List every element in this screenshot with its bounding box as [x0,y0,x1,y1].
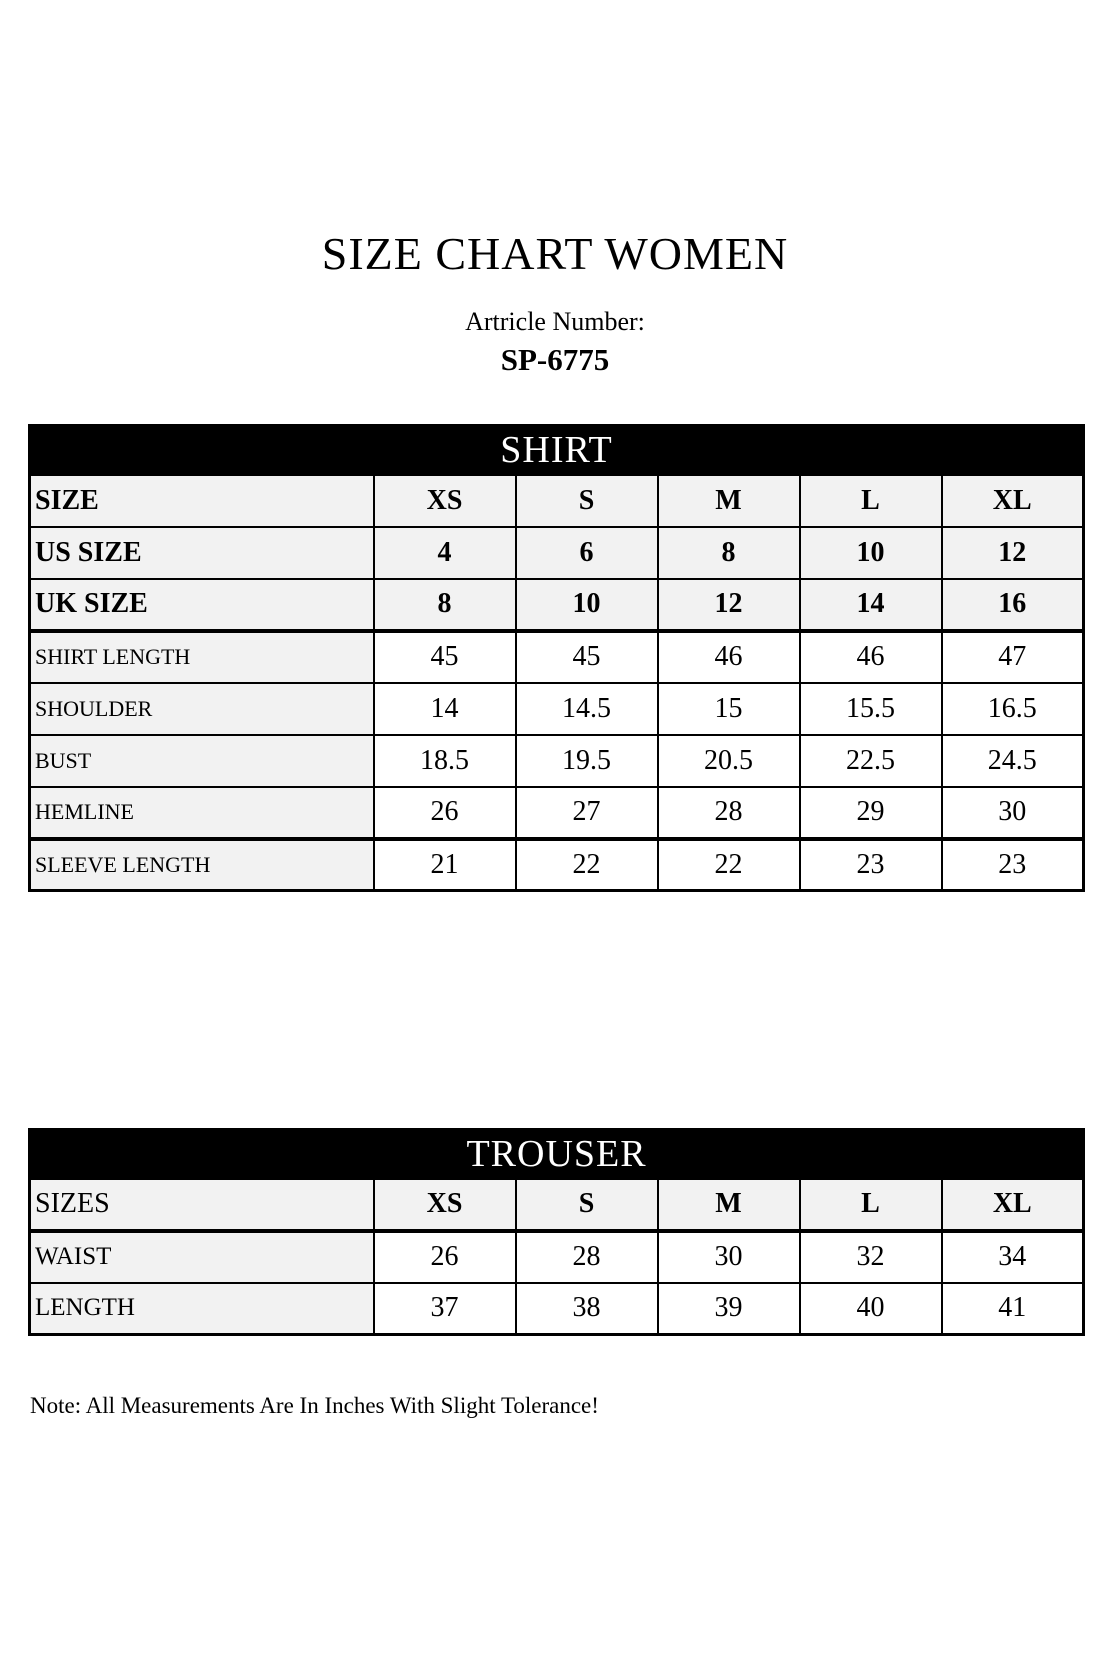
cell-xl: 16 [942,579,1084,631]
cell-xl: 34 [942,1231,1084,1283]
cell-m: 46 [658,631,800,683]
shirt-row-bust [30,735,1084,787]
cell-xl: 30 [942,787,1084,839]
cell-xl: 23 [942,839,1084,891]
article-number-value: SP-6775 [500,342,610,377]
cell-xs: 21 [374,839,516,891]
cell-xs: 4 [374,527,516,579]
cell-s: 14.5 [516,683,658,735]
cell-s: S [516,475,658,527]
row-label: SLEEVE LENGTH [30,839,374,891]
cell-m: 30 [658,1231,800,1283]
cell-xs: 8 [374,579,516,631]
cell-l: 10 [800,527,942,579]
cell-xl: 16.5 [942,683,1084,735]
cell-s: 38 [516,1283,658,1335]
cell-l: L [800,475,942,527]
shirt-table-title: SHIRT [30,426,1084,475]
cell-xs: 45 [374,631,516,683]
shirt-row-sleeve-length [30,839,1084,891]
row-label: SIZES [30,1179,374,1231]
shirt-table-header-row [30,426,1084,475]
shirt-row-uk-size [30,579,1084,631]
trouser-size-table [28,1128,1085,1336]
shirt-row-hemline [30,787,1084,839]
cell-m: 39 [658,1283,800,1335]
cell-xl: 12 [942,527,1084,579]
row-label: SHIRT LENGTH [30,631,374,683]
cell-xs: 14 [374,683,516,735]
cell-xs: 18.5 [374,735,516,787]
cell-s: 6 [516,527,658,579]
cell-s: 22 [516,839,658,891]
row-label: LENGTH [30,1283,374,1335]
cell-xl: XL [942,475,1084,527]
cell-l: 40 [800,1283,942,1335]
cell-l: 32 [800,1231,942,1283]
cell-l: 14 [800,579,942,631]
cell-xl: 47 [942,631,1084,683]
shirt-row-shoulder [30,683,1084,735]
shirt-row-shirt-length [30,631,1084,683]
cell-l: 46 [800,631,942,683]
row-label: SHOULDER [30,683,374,735]
cell-m: 15 [658,683,800,735]
row-label: UK SIZE [30,579,374,631]
row-label: BUST [30,735,374,787]
cell-l: 29 [800,787,942,839]
row-label: WAIST [30,1231,374,1283]
measurement-note: Note: All Measurements Are In Inches With Slight Tolerance! [30,1393,599,1418]
cell-m: 8 [658,527,800,579]
row-label: SIZE [30,475,374,527]
shirt-row-size [30,475,1084,527]
cell-s: 45 [516,631,658,683]
cell-s: 28 [516,1231,658,1283]
cell-m: 28 [658,787,800,839]
trouser-row-sizes [30,1179,1084,1231]
shirt-size-table [28,424,1085,892]
shirt-row-us-size [30,527,1084,579]
cell-xs: 26 [374,787,516,839]
cell-s: 10 [516,579,658,631]
cell-l: L [800,1179,942,1231]
cell-m: 22 [658,839,800,891]
cell-m: 20.5 [658,735,800,787]
row-label: HEMLINE [30,787,374,839]
cell-xs: XS [374,475,516,527]
cell-xl: XL [942,1179,1084,1231]
cell-s: 27 [516,787,658,839]
trouser-table-title: TROUSER [30,1130,1084,1179]
cell-m: M [658,475,800,527]
cell-xs: XS [374,1179,516,1231]
cell-l: 22.5 [800,735,942,787]
cell-xs: 26 [374,1231,516,1283]
cell-l: 15.5 [800,683,942,735]
cell-xl: 24.5 [942,735,1084,787]
trouser-row-waist [30,1231,1084,1283]
article-number-label: Artricle Number: [465,307,645,336]
trouser-row-length [30,1283,1084,1335]
cell-m: M [658,1179,800,1231]
cell-xl: 41 [942,1283,1084,1335]
cell-xs: 37 [374,1283,516,1335]
row-label: US SIZE [30,527,374,579]
cell-s: 19.5 [516,735,658,787]
page-title: SIZE CHART WOMEN [321,228,789,279]
trouser-table-header-row [30,1130,1084,1179]
cell-m: 12 [658,579,800,631]
cell-l: 23 [800,839,942,891]
cell-s: S [516,1179,658,1231]
